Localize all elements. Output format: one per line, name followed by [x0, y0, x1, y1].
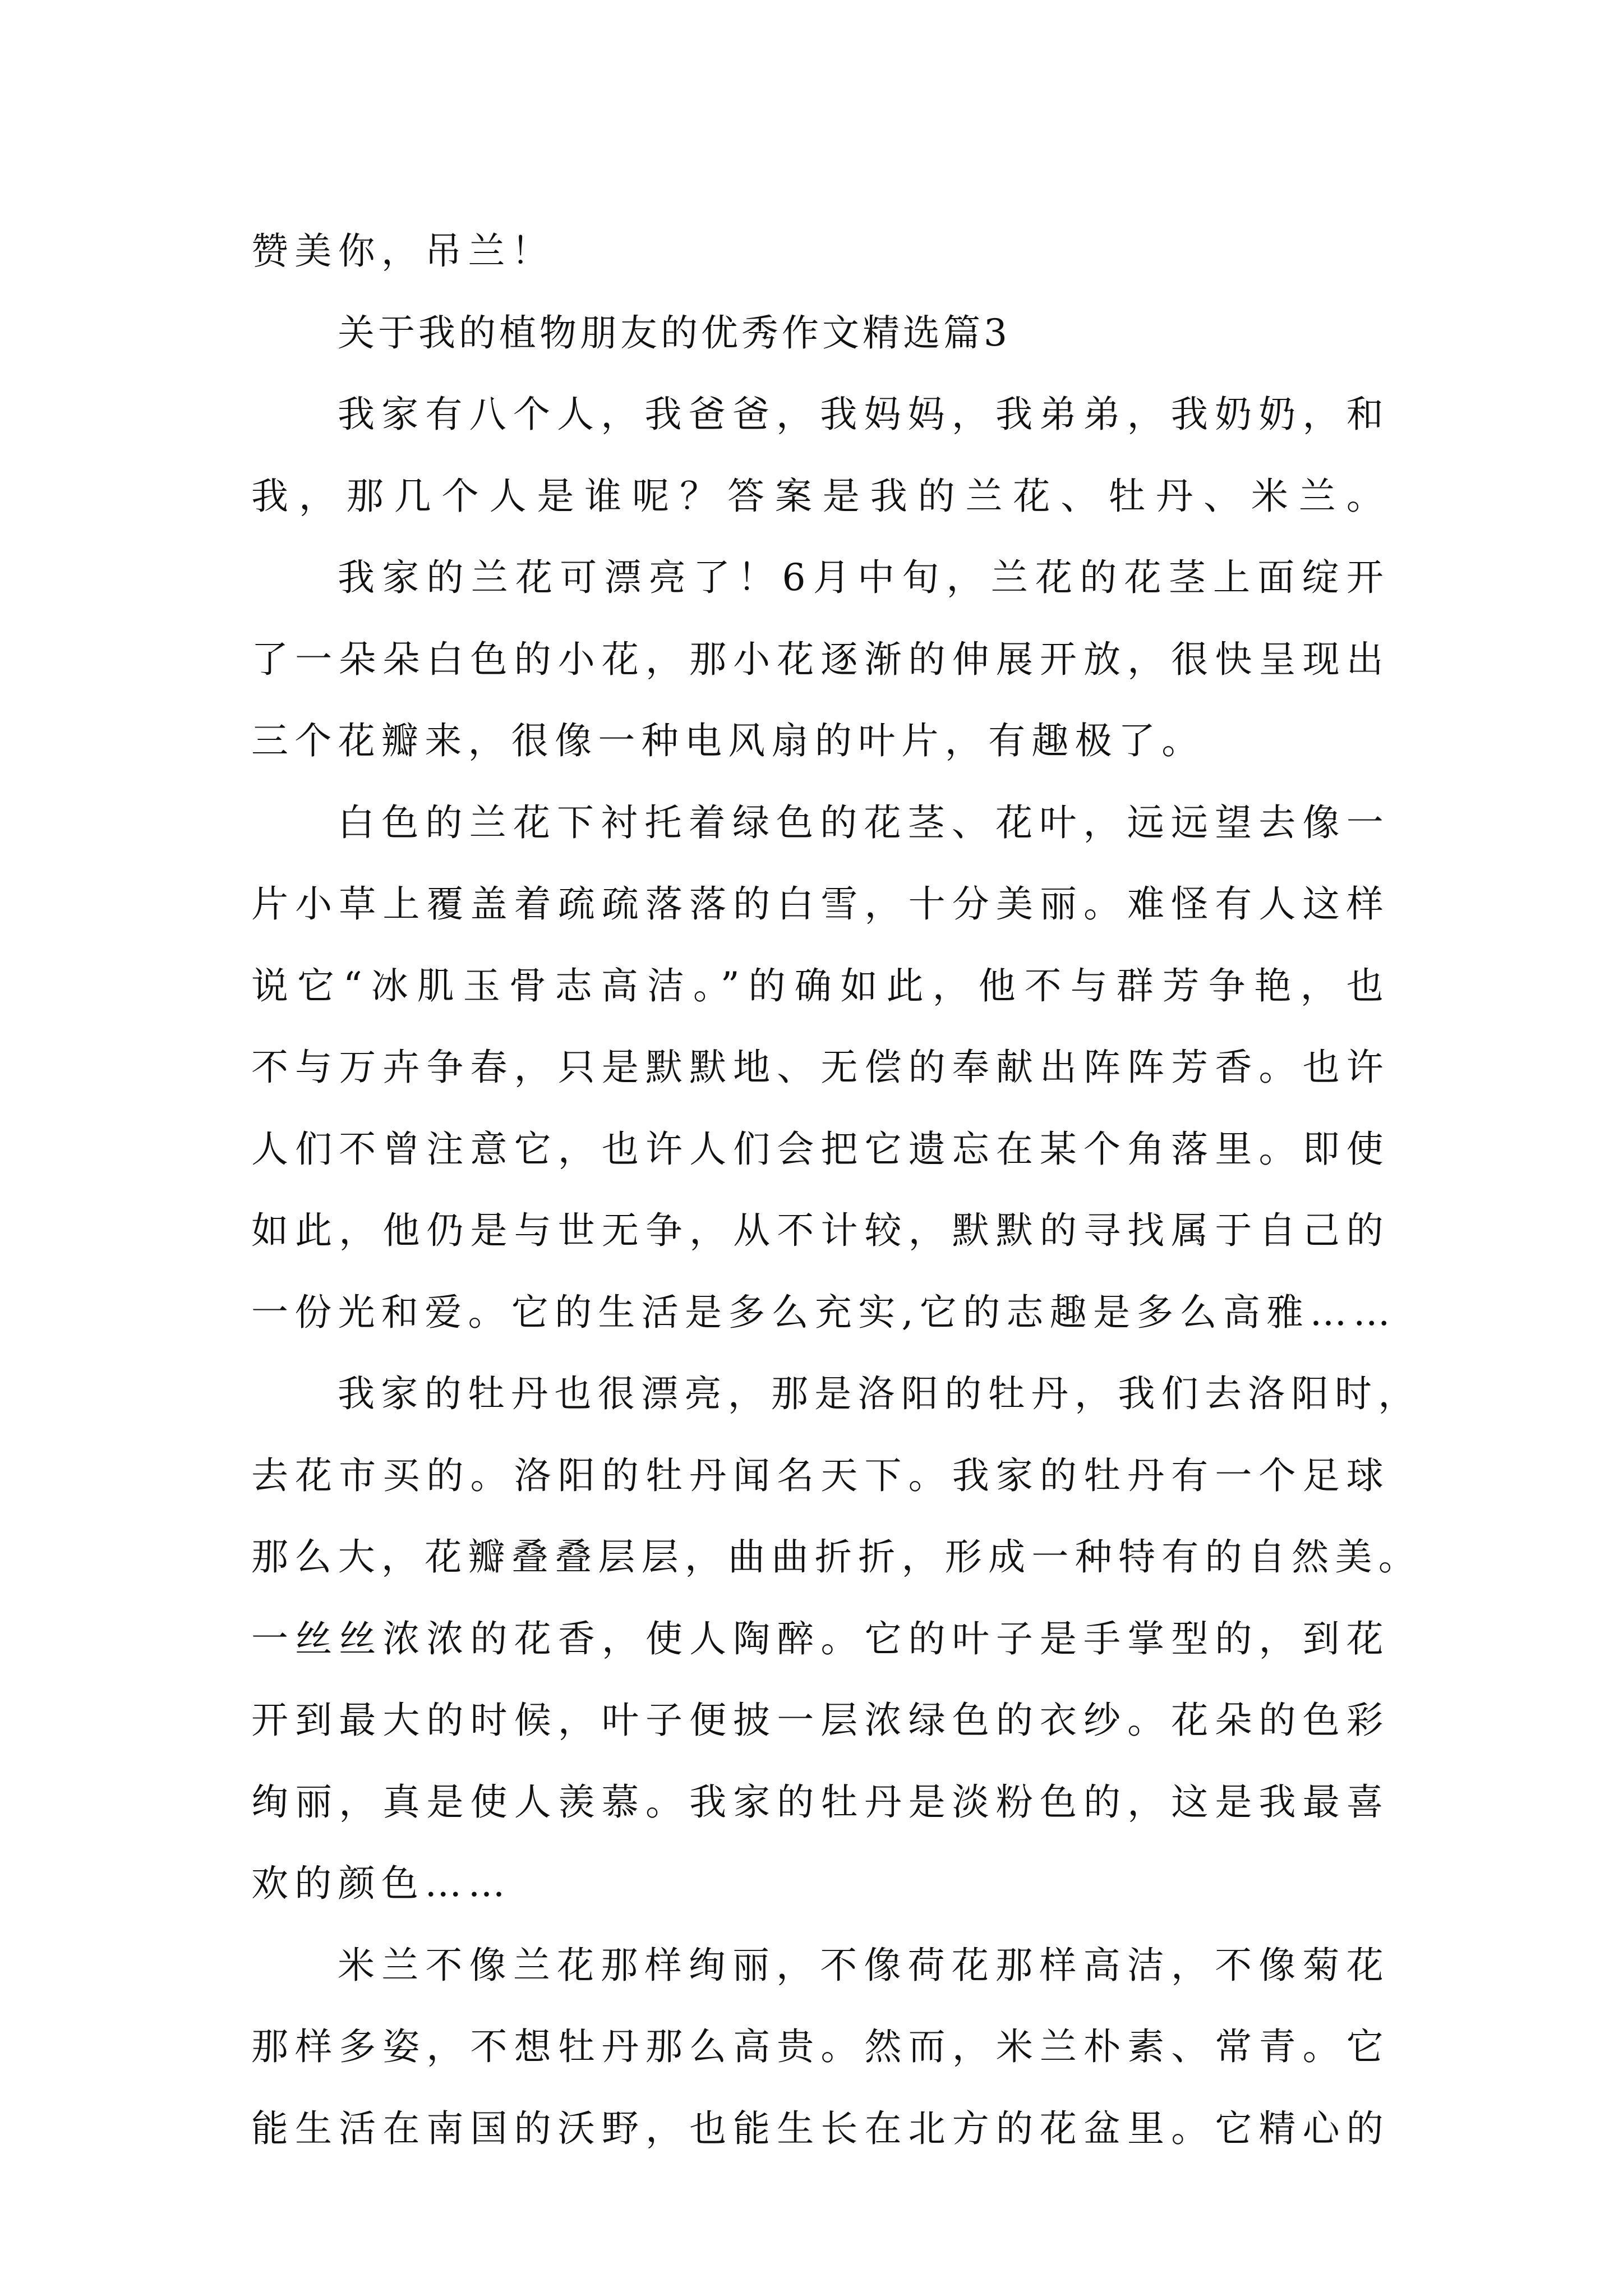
text-line: 一份光和爱。它的生活是多么充实,它的志趣是多么高雅……	[251, 1290, 1397, 1334]
text-line: 不与万卉争春，只是默默地、无偿的奉献出阵阵芳香。也许	[251, 1046, 1390, 1089]
text-line: 我家的兰花可漂亮了！6月中旬，兰花的花茎上面绽开	[338, 556, 1390, 599]
text-line: 开到最大的时候，叶子便披一层浓绿色的衣纱。花朵的色彩	[251, 1699, 1390, 1742]
text-line: 三个花瓣来，很像一种电风扇的叶片，有趣极了。	[251, 719, 1205, 762]
text-line: 了一朵朵白色的小花，那小花逐渐的伸展开放，很快呈现出	[251, 637, 1390, 681]
text-line: 我，那几个人是谁呢？答案是我的兰花、牡丹、米兰。	[251, 474, 1390, 518]
text-line: 赞美你，吊兰！	[251, 229, 555, 273]
text-line: 一丝丝浓浓的花香，使人陶醉。它的叶子是手掌型的，到花	[251, 1617, 1390, 1660]
essay-title: 关于我的植物朋友的优秀作文精选篇3	[338, 311, 1011, 355]
text-line: 绚丽，真是使人羡慕。我家的牡丹是淡粉色的，这是我最喜	[251, 1780, 1390, 1824]
text-line: 片小草上覆盖着疏疏落落的白雪，十分美丽。难怪有人这样	[251, 882, 1390, 926]
text-line: 我家的牡丹也很漂亮，那是洛阳的牡丹，我们去洛阳时，	[338, 1372, 1422, 1415]
text-line: 欢的颜色……	[251, 1862, 511, 1905]
text-line: 去花市买的。洛阳的牡丹闻名天下。我家的牡丹有一个足球	[251, 1453, 1390, 1497]
essay-body	[251, 210, 1422, 2169]
text-line: 说它“冰肌玉骨志高洁。”的确如此，他不与群芳争艳，也	[251, 964, 1390, 1007]
text-line: 如此，他仍是与世无争，从不计较，默默的寻找属于自己的	[251, 1209, 1390, 1252]
text-line: 能生活在南国的沃野，也能生长在北方的花盆里。它精心的	[251, 2106, 1390, 2150]
text-line: 人们不曾注意它，也许人们会把它遗忘在某个角落里。即使	[251, 1127, 1390, 1171]
text-line: 白色的兰花下衬托着绿色的花茎、花叶，远远望去像一	[338, 800, 1390, 844]
text-line: 米兰不像兰花那样绚丽，不像荷花那样高洁，不像菊花	[338, 1943, 1390, 1987]
text-line: 那样多姿，不想牡丹那么高贵。然而，米兰朴素、常青。它	[251, 2025, 1390, 2068]
text-line: 我家有八个人，我爸爸，我妈妈，我弟弟，我奶奶，和	[338, 393, 1390, 436]
text-line: 那么大，花瓣叠叠层层，曲曲折折，形成一种特有的自然美。	[251, 1535, 1422, 1579]
